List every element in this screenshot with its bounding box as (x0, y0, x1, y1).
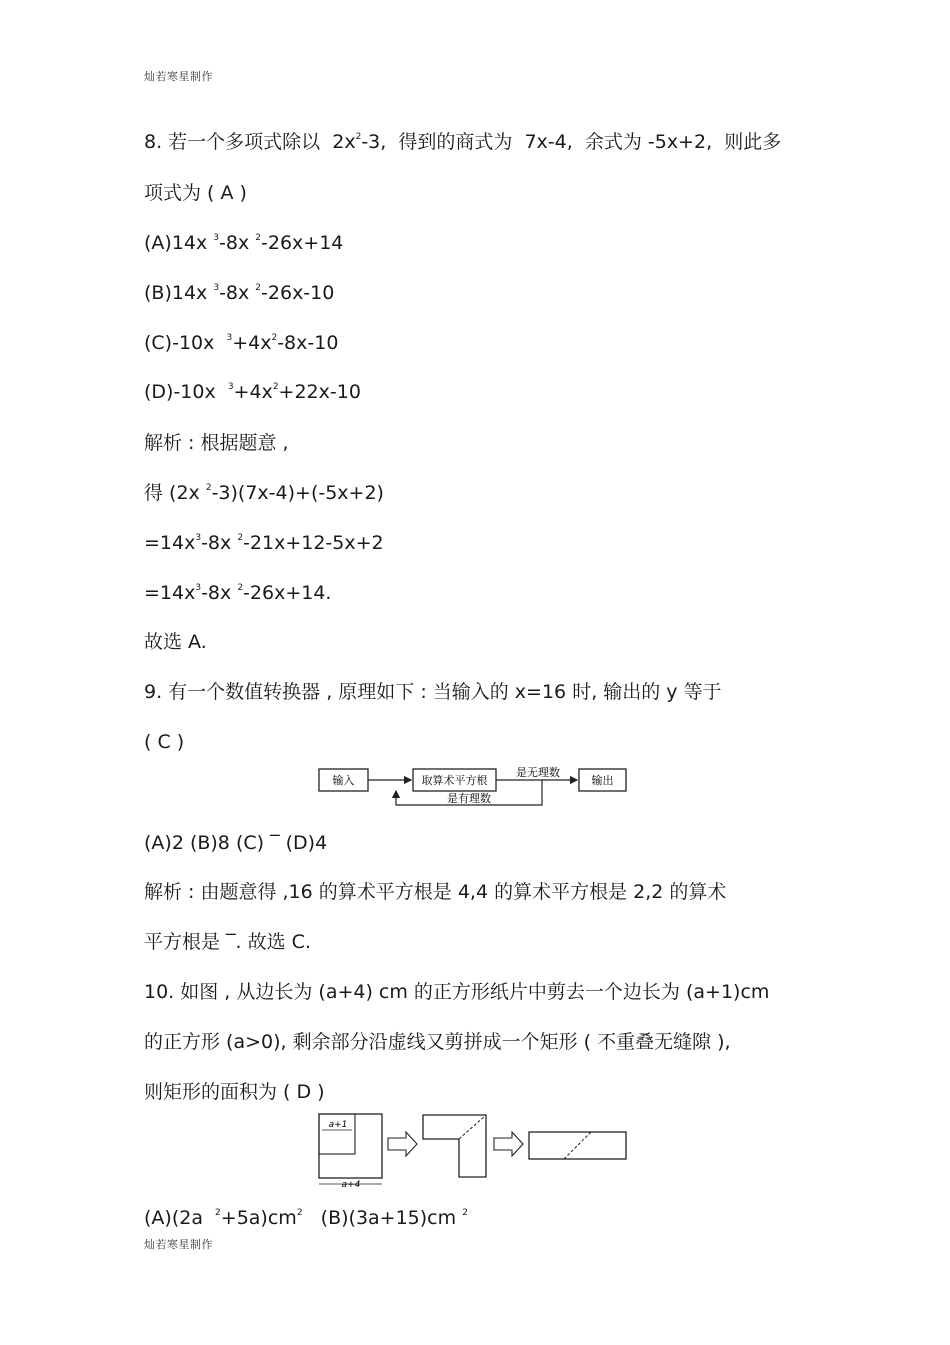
result-rectangle (529, 1132, 626, 1159)
page-header: 灿若寒星制作 (144, 70, 213, 83)
q8-solution-intro: 解析 : 根据题意 , (144, 432, 289, 454)
q8-option-d: (D)-10x $^3+4x^2+22x-10$ (144, 381, 361, 403)
q9-stem-line-2: ( C ) (144, 731, 185, 753)
q10-stem-line-1: 10. 如图 , 从边长为 (a+4) cm 的正方形纸片中剪去一个边长为 (a+1)cm (144, 981, 770, 1003)
q8-stem-line-2: 项式为 ( A ) (144, 182, 247, 204)
q8-solution-step-1: 得 (2x $^2$-3)(7x-4)+(-5x+2) (144, 482, 384, 504)
arrow-1-icon (388, 1132, 417, 1156)
q9-stem-line-1: 9. 有一个数值转换器 , 原理如下 : 当输入的 x=16 时, 输出的 y 等于 (144, 681, 722, 703)
q10-figure (316, 1112, 630, 1190)
q8-option-a: (A)14x $^3$-8x $^2$-26x+14 (144, 232, 344, 254)
q8-solution-step-2: $=14x^3-8x$ $^2$-21x+12-5x+2 (144, 532, 384, 554)
q9-flow-diagram (316, 764, 630, 812)
flow-input-label: 输入 (332, 774, 355, 787)
q8-stem-line-1: 8. 若一个多项式除以 $2x^2-3$, 得到的商式为 7x-4, 余式为 -5x+2, 则此多 (144, 131, 782, 153)
q10-stem-line-3: 则矩形的面积为 ( D ) (144, 1081, 325, 1103)
q8-answer: 故选 A. (144, 631, 207, 653)
q8-option-b: (B)14x $^3$-8x $^2$-26x-10 (144, 282, 335, 304)
page-footer: 灿若寒星制作 (144, 1238, 213, 1251)
q9-solution-line-2: 平方根是 ‾. 故选 C. (144, 931, 311, 953)
flow-irrational-label: 是无理数 (516, 766, 560, 779)
q10-stem-line-2: 的正方形 (a>0), 剩余部分沿虚线又剪拼成一个矩形 ( 不重叠无缝隙 ), (144, 1031, 731, 1053)
q9-solution-line-1: 解析 : 由题意得 ,16 的算术平方根是 4,4 的算术平方根是 2,2 的算术 (144, 881, 727, 903)
label-a-plus-4: a+4 (341, 1180, 361, 1190)
flow-sqrt-label: 取算术平方根 (421, 774, 488, 787)
q8-option-c: (C)-10x $^3+4x^2-8x-10$ (144, 332, 339, 354)
q10-options: (A)(2a $^2+5a)cm^2$ (B)(3a+15)cm $^2$ (144, 1207, 468, 1229)
flow-rational-label: 是有理数 (447, 792, 491, 805)
q9-options: (A)2 (B)8 (C) ‾ (D)4 (144, 832, 328, 854)
label-a-plus-1: a+1 (328, 1120, 348, 1130)
arrow-2-icon (494, 1132, 523, 1156)
l-shape (423, 1115, 486, 1177)
flow-output-label: 输出 (591, 774, 614, 787)
q8-solution-step-3: $=14x^3-8x$ $^2$-26x+14. (144, 582, 332, 604)
